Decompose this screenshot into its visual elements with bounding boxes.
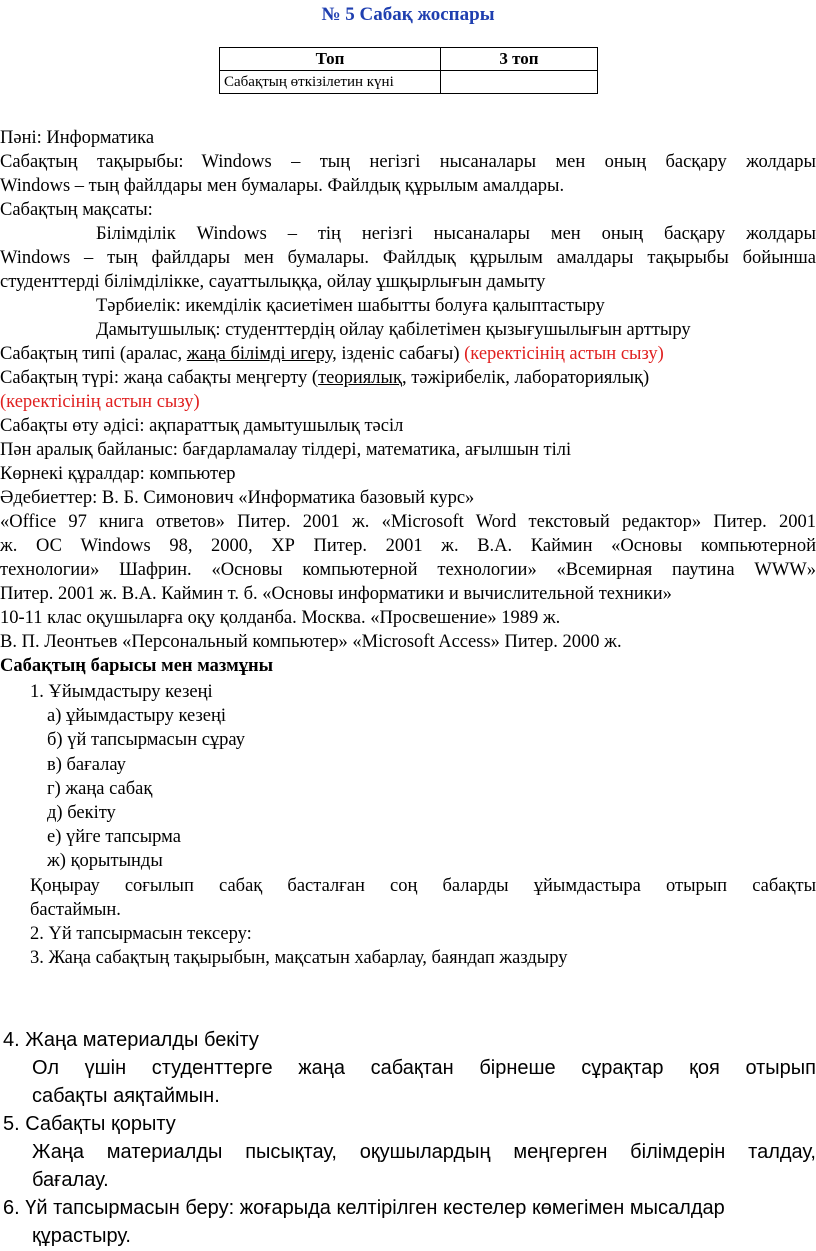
topic-text-1: Windows – тың негізгі нысаналары мен оның басқару жолдары bbox=[201, 152, 816, 172]
lesson-date-value bbox=[441, 71, 598, 94]
step4-line-1: Ол үшін студенттерге жаңа сабақтан бірнеше сұрақтар қоя отырып bbox=[32, 1057, 816, 1079]
lesson-kind-suffix: , тәжірибелік, лабораториялық) bbox=[401, 368, 650, 388]
literature-line-2: «Office 97 книга ответов» Питер. 2001 ж. «Microsoft Word текстовый редактор» Питер. 2001 bbox=[0, 512, 816, 532]
goals-edu-line-1: Білімділік Windows – тің негізгі нысаналары мен оның басқару жолдары bbox=[96, 224, 816, 244]
goals-label: Сабақтың мақсаты: bbox=[0, 200, 153, 220]
group-table bbox=[219, 47, 598, 94]
topic-line-2: Windows – тың файлдары мен бумалары. Файлдық құрылым амалдары. bbox=[0, 176, 565, 196]
step5-title: 5. Сабақты қорыту bbox=[3, 1113, 176, 1135]
step6-title: 6. Үй тапсырмасын беру: жоғарыда келтірілген кестелер көмегімен мысалдар bbox=[3, 1197, 725, 1219]
topic-label: Сабақтың тақырыбы: bbox=[0, 152, 184, 172]
lesson-date-label: Сабақтың өткізілетин күні bbox=[220, 71, 441, 94]
lesson-kind-note: (керектісінің астын сызу) bbox=[0, 392, 200, 412]
literature-line-3: ж. ОС Windows 98, 2000, ХР Питер. 2001 ж. В.А. Каймин «Основы компьютерной bbox=[0, 536, 816, 556]
literature-line-4: технологии» Шафрин. «Основы компьютерной технологии» «Всемирная паутина WWW» bbox=[0, 560, 816, 580]
literature-line-7: В. П. Леонтьев «Персональный компьютер» «Microsoft Access» Питер. 2000 ж. bbox=[0, 632, 622, 652]
goals-edu-line-2: Windows – тың файлдары мен бумалары. Файлдық құрылым амалдары тақырыбы бойынша bbox=[0, 248, 816, 268]
group-header-label: Топ bbox=[220, 48, 441, 71]
stage1-title: 1. Ұйымдастыру кезеңі bbox=[30, 682, 213, 702]
stage1-paragraph-line-2: бастаймын. bbox=[30, 900, 121, 920]
literature-line-6: 10-11 клас оқушыларға оқу қолданба. Москва. «Просвешение» 1989 ж. bbox=[0, 608, 561, 628]
step4-line-2: сабақты аяқтаймын. bbox=[32, 1085, 220, 1107]
step4-title: 4. Жаңа материалды бекіту bbox=[3, 1029, 259, 1051]
goals-upbringing: Тәрбиелік: икемділік қасиетімен шабытты болуға қалыптастыру bbox=[96, 296, 605, 316]
literature-line-5: Питер. 2001 ж. В.А. Каймин т. б. «Основы информатики и вычислительной техники» bbox=[0, 584, 672, 604]
goals-edu-line-3: студенттерді білімділікке, сауаттылыққа, ойлау ұшқырлығын дамыту bbox=[0, 272, 546, 292]
group-table-header-row bbox=[220, 48, 598, 71]
stage1-item: г) жаңа сабақ bbox=[47, 779, 153, 799]
literature-line-1: Әдебиеттер: В. Б. Симонович «Информатика базовый курс» bbox=[0, 488, 475, 508]
visual-aids-line: Көрнекі құралдар: компьютер bbox=[0, 464, 236, 484]
step6-line-2: құрастыру. bbox=[32, 1225, 131, 1247]
document-title: № 5 Сабақ жоспары bbox=[321, 4, 495, 25]
lesson-type-underlined: жаңа білімді игеру, bbox=[186, 344, 337, 364]
lesson-type-note: (керектісінің астын сызу) bbox=[464, 344, 664, 364]
lesson-type-line bbox=[0, 343, 816, 367]
interdisciplinary-line: Пән аралық байланыс: бағдарламалау тілдері, математика, ағылшын тілі bbox=[0, 440, 572, 460]
step2-line: 2. Үй тапсырмасын тексеру: bbox=[30, 924, 252, 944]
topic-line-1 bbox=[0, 151, 816, 175]
lesson-kind-prefix: Сабақтың түрі: жаңа сабақты меңгерту ( bbox=[0, 368, 319, 388]
group-table-row bbox=[220, 71, 598, 94]
stage1-item: в) бағалау bbox=[47, 755, 126, 775]
lesson-type-suffix: ізденіс сабағы) bbox=[336, 344, 465, 364]
group-header-value: 3 топ bbox=[441, 48, 598, 71]
stage1-item: д) бекіту bbox=[47, 803, 116, 823]
step5-line-1: Жаңа материалды пысықтау, оқушылардың меңгерген білімдерін талдау, bbox=[32, 1141, 816, 1163]
course-heading: Сабақтың барысы мен мазмұны bbox=[0, 656, 274, 676]
step5-line-2: бағалау. bbox=[32, 1169, 109, 1191]
stage1-item: а) ұйымдастыру кезеңі bbox=[47, 706, 227, 726]
stage1-item: е) үйге тапсырма bbox=[47, 827, 181, 847]
stage1-item: ж) қорытынды bbox=[47, 851, 163, 871]
subject-line: Пәні: Информатика bbox=[0, 128, 155, 148]
lesson-kind-underlined: теориялық bbox=[318, 368, 402, 388]
lesson-type-prefix: Сабақтың типі (аралас, bbox=[0, 344, 187, 364]
goals-developing: Дамытушылық: студенттердің ойлау қабілетімен қызығушылығын арттыру bbox=[96, 320, 691, 340]
stage1-item: б) үй тапсырмасын сұрау bbox=[47, 730, 245, 750]
stage1-paragraph-line-1: Қоңырау соғылып сабақ басталған соң баларды ұйымдастыра отырып сабақты bbox=[30, 876, 816, 896]
method-line: Сабақты өту әдісі: ақпараттық дамытушылық тәсіл bbox=[0, 416, 404, 436]
step3-line: 3. Жаңа сабақтың тақырыбын, мақсатын хабарлау, баяндап жаздыру bbox=[30, 948, 568, 968]
lesson-kind-line bbox=[0, 367, 816, 391]
